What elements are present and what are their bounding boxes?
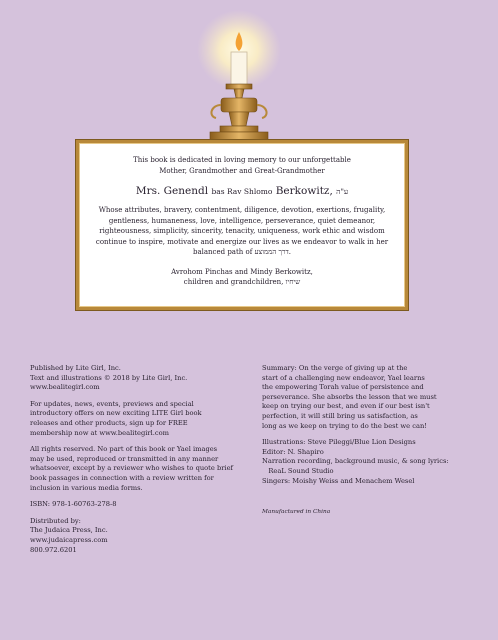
attributes-paragraph: Whose attributes, bravery, contentment, diligence, devotion, exertions, frugality, gentleness, humaneness, love, intelligence, perseverance, quiet demeanor, righteousness, simplicity, sincerity, tenacity, uniqueness, work ethic and wisdom continue to inspire, motivate and energize our lives as we endeavor to walk in her balanced path of דרך הממוצע.: [95, 206, 389, 256]
updates-block: For updates, news, events, previews and special introductory offers on new exciting LITE Girl book releases and other products, sign up for FREE membership now at www.bealitegirl.com: [30, 399, 202, 437]
dedication-line: Mother, Grandmother and Great-Grandmother: [159, 166, 325, 175]
signers: children and grandchildren, שיחיו: [183, 278, 301, 286]
dedication-line: This book is dedicated in loving memory to our unforgettable: [133, 156, 351, 164]
dedication-plaque: [76, 140, 408, 310]
manufactured-note: Manufactured in China: [262, 509, 331, 516]
signers: Avrohom Pinchas and Mindy Berkowitz,: [171, 267, 313, 276]
isbn: ISBN: 978-1-60763-278-8: [30, 500, 117, 509]
publication-info: [30, 364, 255, 562]
honoree-name: Mrs. Genendl bas Rav Shlomo Berkowitz, ע"ה: [135, 185, 349, 197]
summary-block: Summary: On the verge of giving up at the start of a challenging new endeavor, Yael learns the empowering Torah value of persistence and perseverance. She absorbs the lesson that we must keep on trying our best, and even if our best isn't perfection, it will still bring us satisfaction, as long as we keep on trying to do the best we can!: [262, 364, 437, 430]
publisher-block: Published by Lite Girl, Inc. Text and illustrations © 2018 by Lite Girl, Inc. www.bealitegirl.com: [30, 364, 188, 392]
distributor-block: Distributed by: The Judaica Press, Inc. www.judaicapress.com 800.972.6201: [30, 516, 108, 554]
credits-block: Illustrations: Steve Pileggi/Blue Lion Designs Editor: N. Shapiro Narration recording, background music, & song lyrics: ReaL Sound Studio Singers: Moishy Weiss and Menachem Wesel: [262, 438, 449, 485]
rights-block: All rights reserved. No part of this book or Yael images may be used, reproduced or transmitted in any manner whatsoever, except by a reviewer who wishes to quote brief book passages in connection with a review written for inclusion in various media forms.: [30, 445, 234, 492]
candle-illustration: [196, 8, 306, 143]
summary-credits: [262, 364, 477, 525]
candle-body: [231, 52, 247, 86]
